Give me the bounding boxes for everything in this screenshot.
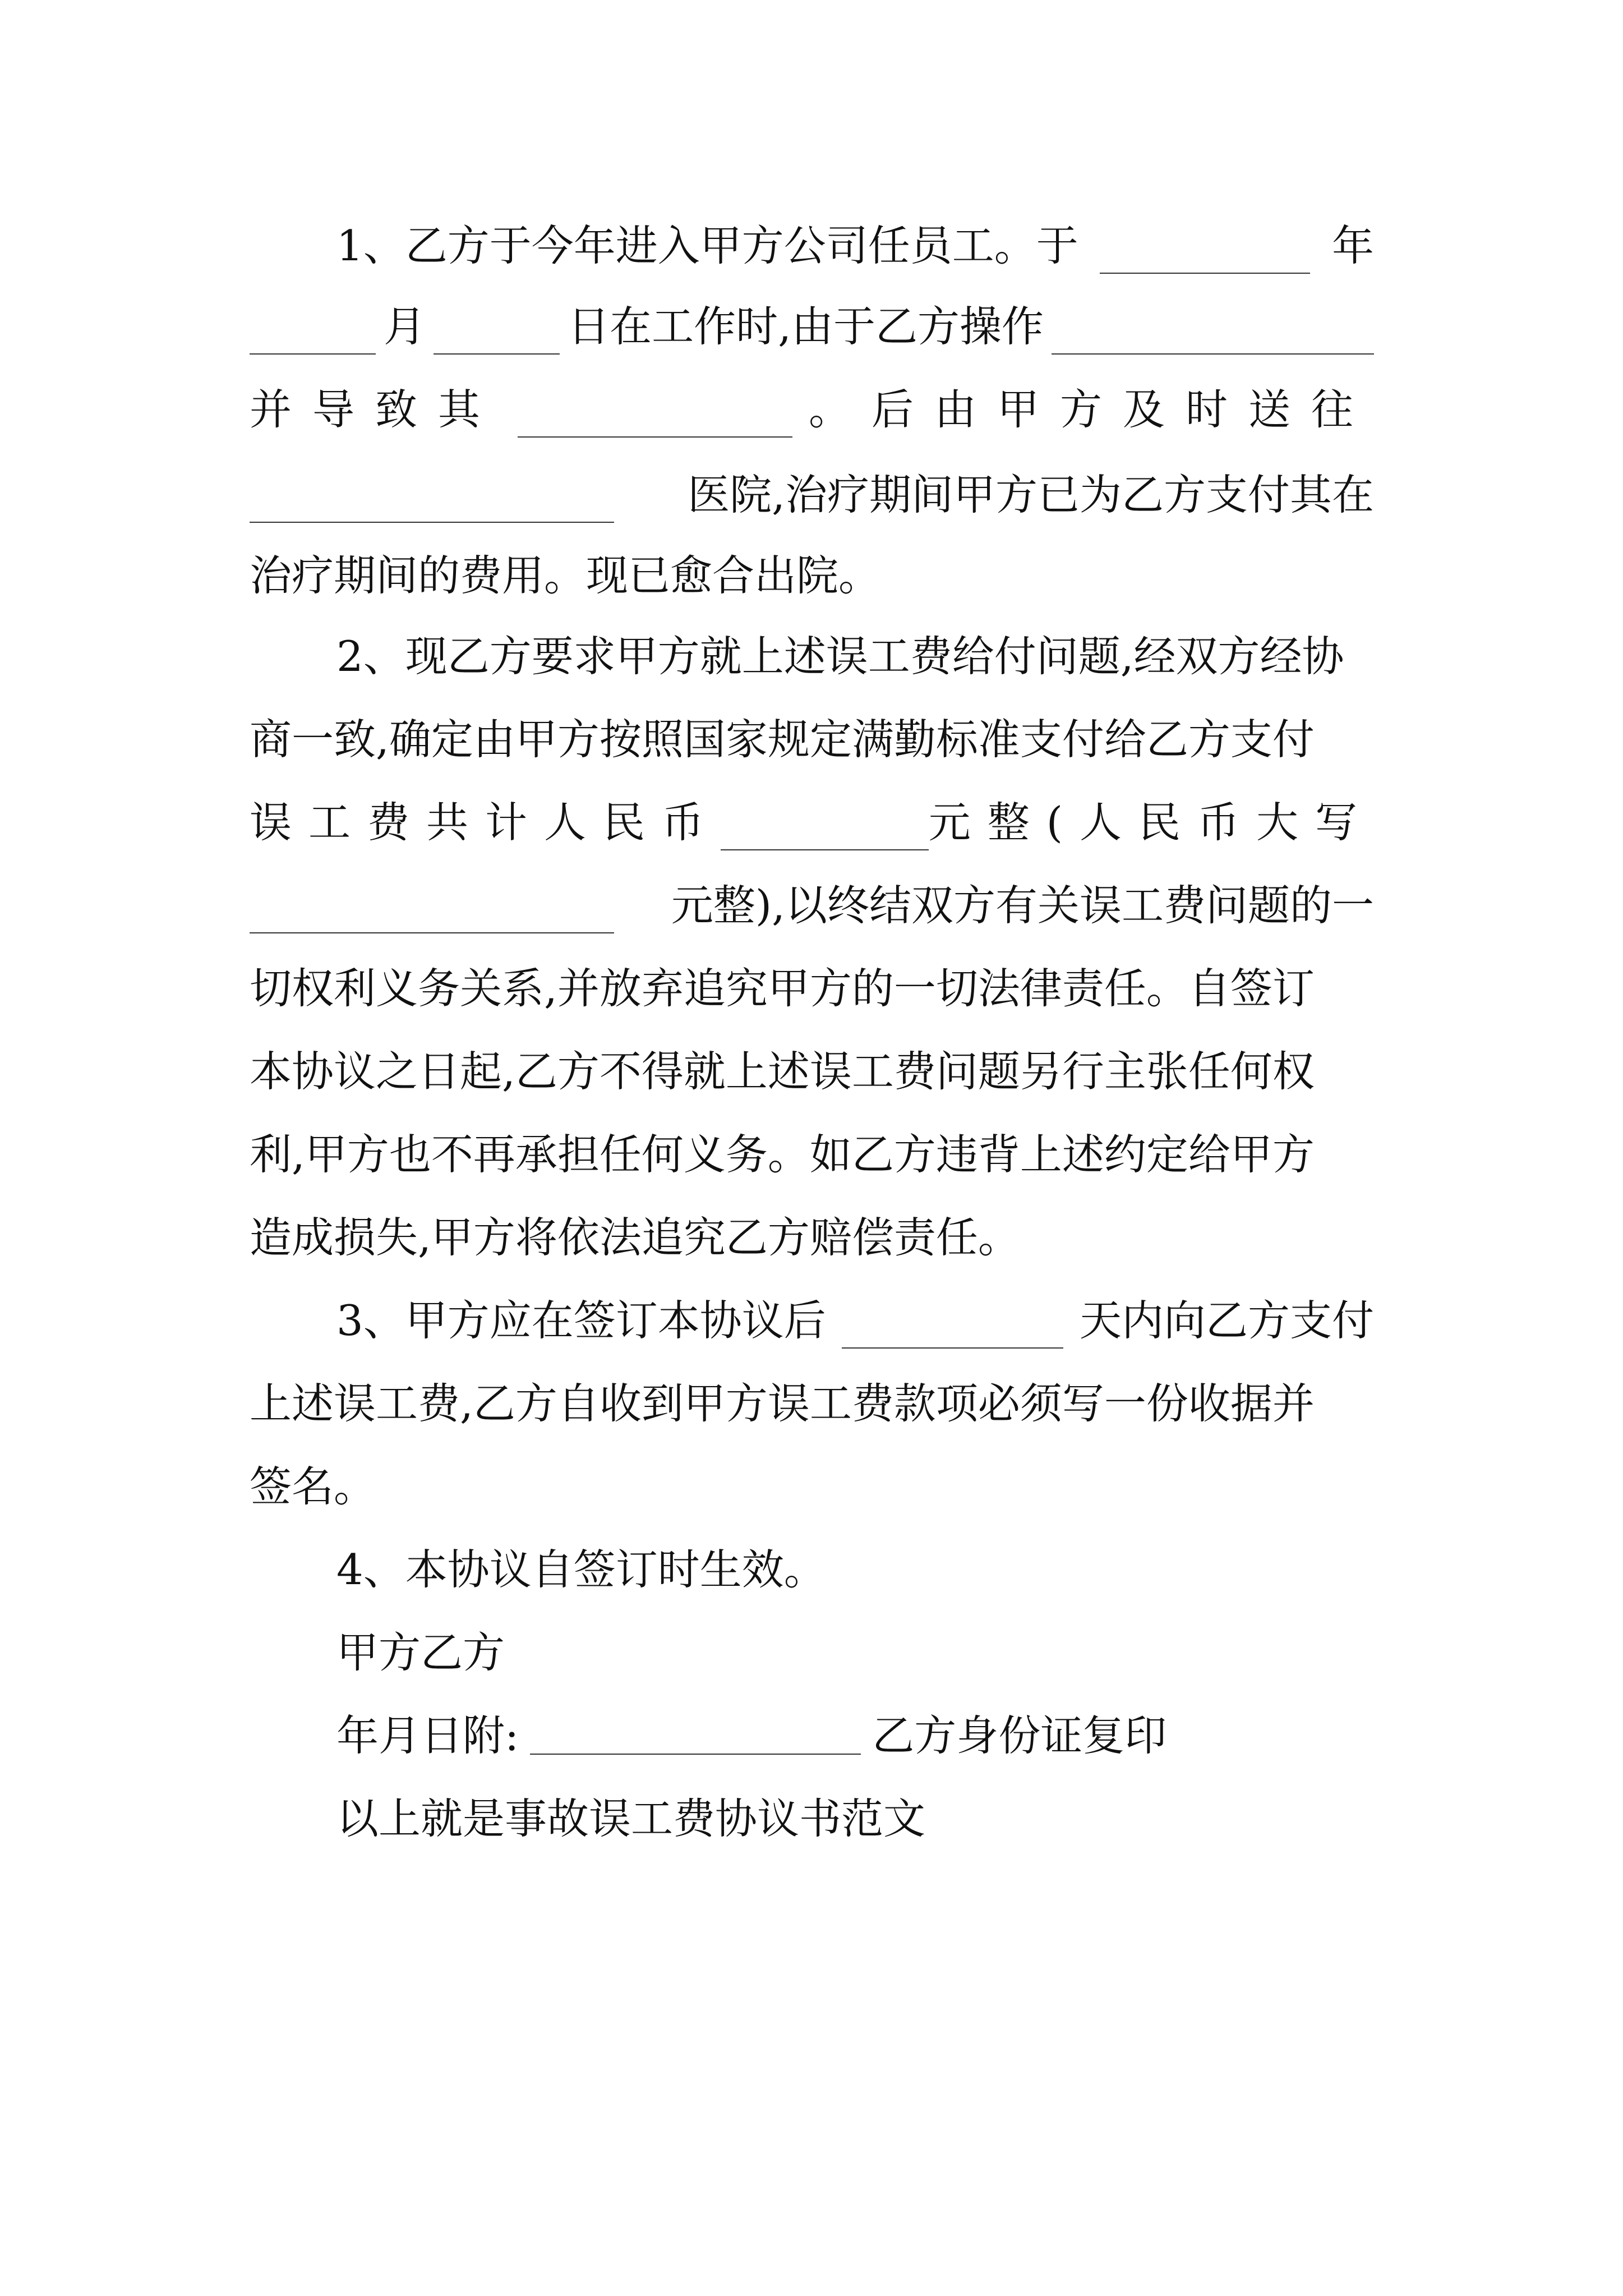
days-blank[interactable] xyxy=(842,1308,1063,1349)
injury-blank[interactable] xyxy=(518,397,792,438)
hospital-text: 医院,治疗期间甲方已为乙方支付其在 xyxy=(688,470,1374,519)
clause-1-line-5: 治疗期间的费用。现已愈合出院。 xyxy=(250,551,881,600)
operation-blank[interactable] xyxy=(1052,314,1374,355)
clause-3-line-2: 上述误工费,乙方自收到甲方误工费款项必须写一份收据并 xyxy=(250,1379,1315,1428)
date-prefix: 年月日附: xyxy=(336,1711,519,1760)
attachment-blank[interactable] xyxy=(530,1714,861,1755)
clause-1-line-1 xyxy=(336,218,1374,274)
clause-2-line-7: 利,甲方也不再承担任何义务。如乙方违背上述约定给甲方 xyxy=(250,1130,1315,1179)
signature-date-line xyxy=(336,1708,1374,1764)
clause-1-line-4 xyxy=(250,467,1374,523)
clause-3-line-3: 签名。 xyxy=(250,1462,376,1511)
hospital-send-text: 。后由甲方及时送往 xyxy=(808,385,1374,434)
day-blank[interactable] xyxy=(434,314,560,355)
clause-3-line-1 xyxy=(336,1292,1374,1349)
clause-1-line-2 xyxy=(250,298,1374,355)
amount-uppercase-blank[interactable] xyxy=(250,893,614,933)
payment-text: 天内向乙方支付 xyxy=(1079,1296,1374,1345)
clause-2-line-5: 切权利义务关系,并放弃追究甲方的一切法律责任。自签订 xyxy=(250,964,1315,1013)
month-blank[interactable] xyxy=(250,314,376,355)
clause-2-line-8: 造成损失,甲方将依法追究乙方赔偿责任。 xyxy=(250,1213,1020,1262)
clause-2-line-2: 商一致,确定由甲方按照国家规定满勤标准支付给乙方支付 xyxy=(250,715,1315,764)
amount-text: 误工费共计人民币 xyxy=(250,798,721,847)
attachment-text: 乙方身份证复印 xyxy=(872,1711,1167,1760)
cause-text: 并导致其 xyxy=(250,385,501,434)
clause-2-line-6: 本协议之日起,乙方不得就上述误工费问题另行主张任何权 xyxy=(250,1047,1315,1096)
signature-parties: 甲方乙方 xyxy=(336,1628,505,1677)
payment-days-text: 3、甲方应在签订本协议后 xyxy=(336,1296,826,1345)
year-label: 年 xyxy=(1331,221,1374,270)
hospital-blank[interactable] xyxy=(250,482,614,523)
clause-1-text: 1、乙方于今年进入甲方公司任员工。于 xyxy=(336,221,1078,270)
amount-close-text: 元整),以终结双方有关误工费问题的一 xyxy=(671,881,1374,930)
amount-blank[interactable] xyxy=(721,810,929,850)
clause-1-line-3 xyxy=(250,381,1374,438)
clause-2-line-4 xyxy=(250,877,1374,933)
day-work-text: 日在工作时,由于乙方操作 xyxy=(568,302,1044,351)
clause-4: 4、本协议自签订时生效。 xyxy=(336,1545,826,1594)
clause-2-line-1: 2、现乙方要求甲方就上述误工费给付问题,经双方经协 xyxy=(336,632,1344,681)
amount-uppercase-text: 元整(人民币大写 xyxy=(928,798,1374,847)
closing-text: 以上就是事故误工费协议书范文 xyxy=(336,1794,926,1843)
month-label: 月 xyxy=(384,302,426,351)
clause-2-line-3 xyxy=(250,794,1374,850)
year-blank[interactable] xyxy=(1100,233,1310,274)
